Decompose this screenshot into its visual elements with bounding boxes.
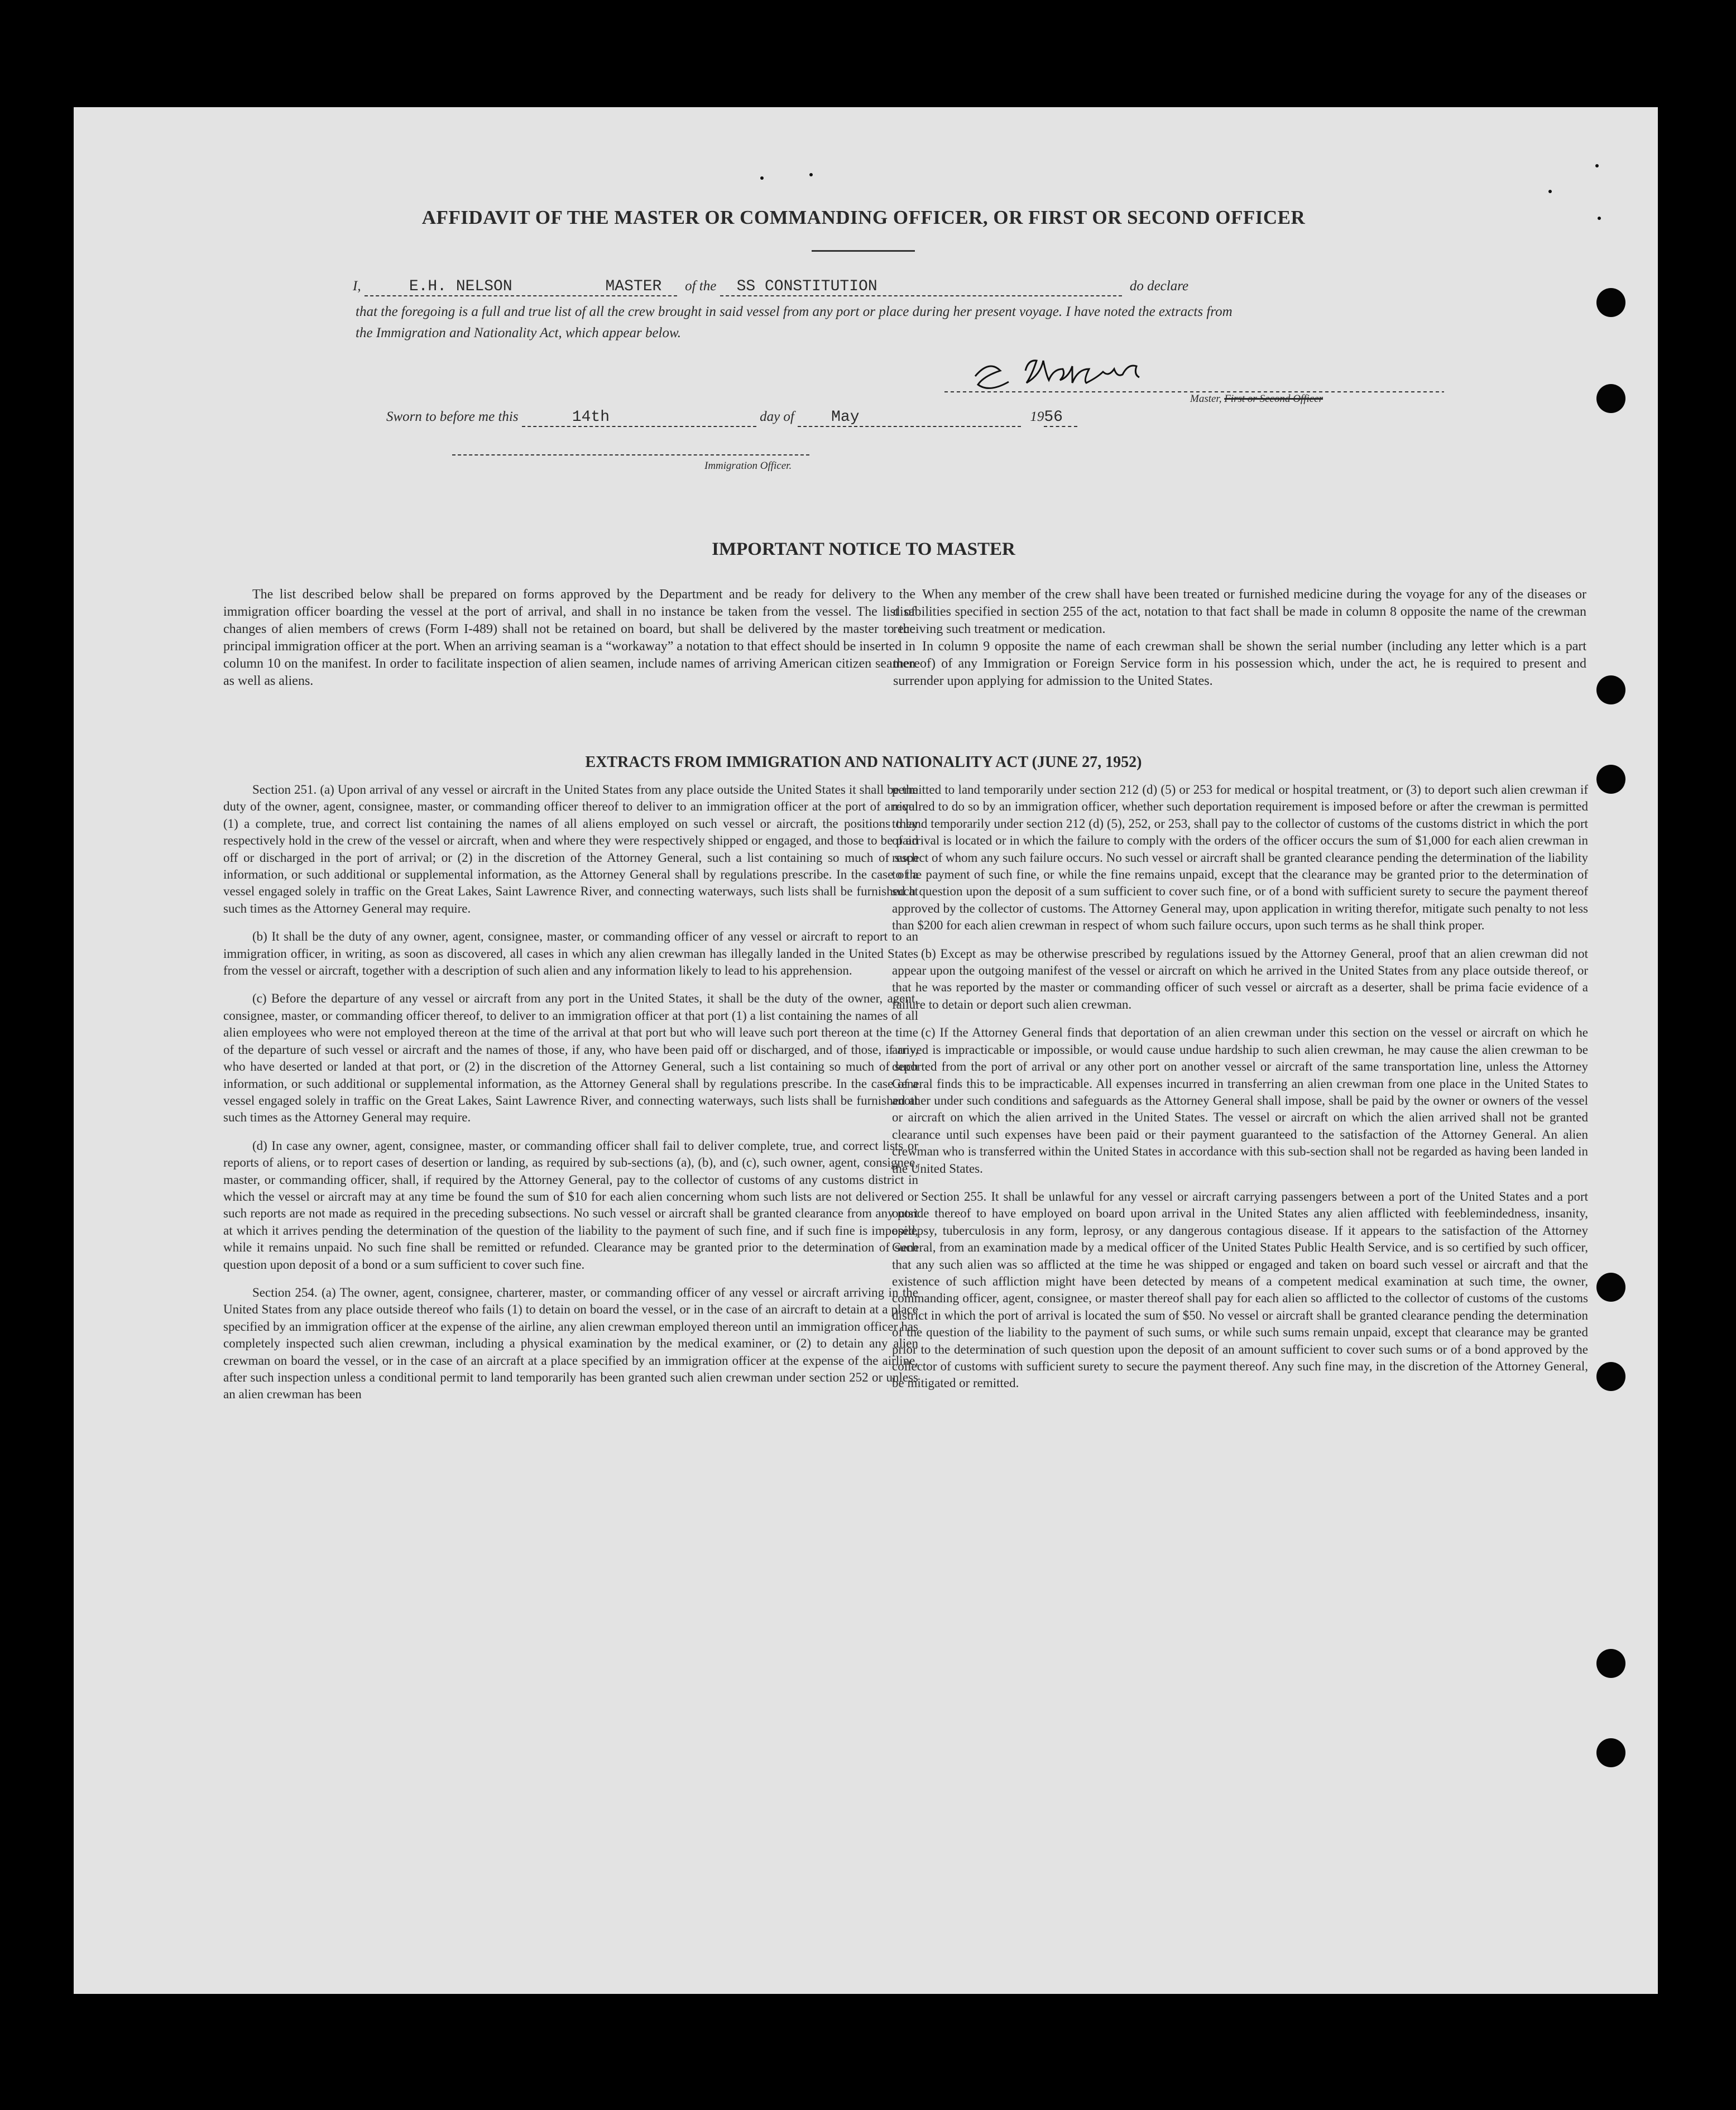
speck bbox=[809, 173, 813, 176]
notice-left: The list described below shall be prepared on forms approved by the Department and be ready for delivery to the immigration officer boarding the vessel at the port of arrival, and shall in no instance be taken from the vessel. The list of changes of alien members of crews (Form I-489) shall not be retained on board, but shall be delivered by the master to the principal immigration officer at the port. When an arriving seaman is a “workaway” a notation to that effect should be inserted in column 10 on the manifest. In order to facilitate inspection of alien seamen, include names of arriving American citizen seamen as well as aliens. bbox=[223, 587, 915, 688]
affidavit-title: AFFIDAVIT OF THE MASTER OR COMMANDING OFFICER, OR FIRST OR SECOND OFFICER bbox=[421, 207, 1306, 228]
sworn-line: Sworn to before me this 14th day of May 1956 bbox=[386, 409, 1525, 427]
master-signature bbox=[942, 354, 1455, 399]
section-255: Section 255. It shall be unlawful for any vessel or aircraft carrying passengers between a port of the United States and a port outside thereof to have employed on board upon arrival in the United States any alien afflicted with feeblemindedness, insanity, epilepsy, tuberculosis in any form, leprosy, or any dangerous contagious disease. If it appears to the satisfaction of the Attorney General, from an examination made by a medical officer of the United States Public Health Service, and is so certified by such officer, that any such alien was so afflicted at the time he was shipped or engaged and taken on board such vessel or aircraft and that the existence of such affliction might have been detected by means of a competent medical examination at such time, the owner, commanding officer, agent, consignee, or master thereof shall pay for each alien so afflicted to the collector of customs of the customs district in which the port of arrival is located the sum of $50. No vessel or aircraft shall be granted clearance pending the determination of the question of the liability to the payment of such sums, or while such sums remain unpaid, except that clearance may be granted prior to the determination of such question upon the deposit of an amount sufficient to cover such sums or of a bond approved by the collector of customs with sufficient surety to secure the payment thereof. Any such fine may, in the discretion of the Attorney General, be mitigated or remitted. bbox=[892, 1189, 1588, 1390]
section-251-b: (b) It shall be the duty of any owner, agent, consignee, master, or commanding officer of any vessel or aircraft to report to an immigration officer, in writing, as soon as discovered, all cases in which any alien crewman has illegally landed in the United States from the vessel or aircraft, together with a description of such alien and any information likely to lead to his apprehension. bbox=[223, 929, 918, 978]
master-name: E.H. NELSON bbox=[409, 278, 512, 295]
signature-image bbox=[942, 354, 1455, 399]
vessel-field bbox=[720, 278, 1122, 296]
speck bbox=[760, 176, 764, 180]
name-rank-field bbox=[365, 278, 677, 296]
section-251-c: (c) Before the departure of any vessel or aircraft from any port in the United States, it shall be the duty of the owner, agent, consignee, master, or commanding officer thereof, to deliver to an immigration officer at that port (1) a list containing the names of all alien employees who were not employed thereon at the time of the arrival at that port but who will leave such port thereon at the time of the departure of such vessel or aircraft and the names of those, if any, who have been paid off or discharged, and of those, if any, who have deserted or landed at that port, or (2) in the discretion of the Attorney General, such a list containing so much of such information, or such additional or supplemental information, as the Attorney General shall by regulations prescribe. In the case of a vessel engaged solely in traffic on the Great Lakes, Saint Lawrence River, and connecting waterways, such lists shall be furnished at such times as the Attorney General may require. bbox=[223, 991, 918, 1125]
punch-hole bbox=[1596, 1362, 1625, 1391]
officer-label: Immigration Officer. bbox=[704, 460, 792, 472]
punch-hole bbox=[1596, 1649, 1625, 1678]
document-page bbox=[74, 107, 1658, 1994]
section-254-a: Section 254. (a) The owner, agent, consignee, charterer, master, or commanding officer of any vessel or aircraft arriving in the United States from any place outside thereof who fails (1) to detain on board the vessel, or in the case of an aircraft to detain at a place specified by an immigration officer at the expense of the airline, any alien crewman employed thereon until an immigration officer has completely inspected such alien crewman, including a physical examination by the medical examiner, or (2) to detain any alien crewman on board the vessel, or in the case of an aircraft at a place specified by an immigration officer at the expense of the airline, after such inspection unless a conditional permit to land temporarily has been granted such alien crewman under section 252 or unless an alien crewman has been bbox=[223, 1285, 918, 1402]
sworn-year-field: 56 bbox=[1044, 409, 1077, 427]
speck bbox=[1598, 217, 1601, 220]
speck bbox=[1595, 164, 1599, 167]
signer-role: Master, First or Second Officer bbox=[1190, 393, 1323, 405]
extracts-title: EXTRACTS FROM IMMIGRATION AND NATIONALITY ACT (JUNE 27, 1952) bbox=[585, 754, 1142, 771]
section-251-a: Section 251. (a) Upon arrival of any vessel or aircraft in the United States from any place outside the United States it shall be the duty of the owner, agent, consignee, master, or commanding officer thereof to deliver to an immigration officer at the port of arrival (1) a complete, true, and correct list containing the names of all aliens employed on such vessel or aircraft, the positions they respectively hold in the crew of the vessel or aircraft, when and where they were respectively shipped or engaged, and those to be paid off or discharged in the port of arrival; or (2) in the discretion of the Attorney General, such a list containing so much of such information, or such additional or supplemental information, as the Attorney General shall by regulations prescribe. In the case of a vessel engaged solely in traffic on the Great Lakes, Saint Lawrence River, and connecting waterways, such lists shall be furnished at such times as the Attorney General may require. bbox=[223, 783, 918, 915]
punch-hole bbox=[1596, 1273, 1625, 1302]
punch-hole bbox=[1596, 675, 1625, 704]
section-254-b: (b) Except as may be otherwise prescribed by regulations issued by the Attorney General, proof that an alien crewman did not appear upon the outgoing manifest of the vessel or aircraft on which he arrived in the United States from any place outside thereof, or that he was reported by the master or commanding officer of such vessel or aircraft as a deserter, shall be prima facie evidence of a failure to detain or deport such alien crewman. bbox=[892, 946, 1588, 1011]
sworn-month-field: May bbox=[798, 409, 1021, 427]
section-254-a-continued: permitted to land temporarily under section 212 (d) (5) or 253 for medical or hospital treatment, or (3) to deport such alien crewman if required to do so by an immigration officer, whether such deportation requirement is imposed before or after the crewman is permitted to land temporarily under section 212 (d) (5), 252, or 253, shall pay to the collector of customs of the customs district in which the port of arrival is located or in which the failure to comply with the orders of the officer occurs the sum of $1,000 for each alien crewman in respect of whom any such failure occurs. No such vessel or aircraft shall be granted clearance pending the determination of the liability to the payment of such fine, or while the fine remains unpaid, except that the clearance may be granted prior to the determination of such question upon the deposit of a sum sufficient to cover such fine, or of a bond with sufficient surety to secure the payment thereof approved by the collector of customs. The Attorney General may, upon application in writing therefor, mitigate such penalty to not less than $200 for each alien crewman in respect of whom such failure occurs, upon such terms as he shall think proper. bbox=[892, 783, 1588, 933]
section-251-d: (d) In case any owner, agent, consignee, master, or commanding officer shall fail to deliver complete, true, and correct lists or reports of aliens, or to report cases of desertion or landing, as required by sub-sections (a), (b), and (c), such owner, agent, consignee, master, or commanding officer, shall, if required by the Attorney General, pay to the collector of customs of any customs district in which the vessel or aircraft may at any time be found the sum of $10 for each alien concerning whom such lists are not delivered or such reports are not made as required in the preceding subsections. No such vessel or aircraft shall be granted clearance from any port at which it arrives pending the determination of the question of the liability to the payment of such fine, and if such fine is imposed, while it remains unpaid. No such fine shall be remitted or refunded. Clearance may be granted prior to the determination of such question upon deposit of a bond or a sum sufficient to cover such fine. bbox=[223, 1138, 918, 1272]
vessel-name: SS CONSTITUTION bbox=[736, 278, 877, 295]
notice-right: When any member of the crew shall have been treated or furnished medicine during the voyage for any of the diseases or disabilities specified in section 255 of the act, notation to that fact shall be made in column 8 opposite the name of the crewman receiving such treatment or medication. In column 9 opposite the name of each crewman shall be shown the serial number (including any letter which is a part thereof) of any Immigration or Foreign Service form in his possession which, under the act, he is required to present and surrender upon applying for admission to the United States. bbox=[893, 587, 1586, 688]
punch-hole bbox=[1596, 288, 1625, 317]
master-rank: MASTER bbox=[605, 278, 662, 295]
sworn-day-field: 14th bbox=[522, 409, 756, 427]
section-254-c: (c) If the Attorney General finds that deportation of an alien crewman under this section on the vessel or aircraft on which he arrived is impracticable or impossible, or would cause undue hardship to such alien crewman, he may cause the alien crewman to be deported from the port of arrival or any other port on another vessel or aircraft of the same transportation line, unless the Attorney General finds this to be impracticable. All expenses incurred in transferring an alien crewman from one place in the United States to another under such conditions and safeguards as the Attorney General shall impose, shall be paid by the owner or owners of the vessel or aircraft on which the alien arrived in the United States. The vessel or aircraft on which the alien arrived shall not be granted clearance until such expenses have been paid or their payment guaranteed to the satisfaction of the Attorney General. An alien crewman who is transferred within the United States in accordance with this sub-section shall not be regarded as having been landed in the United States. bbox=[892, 1025, 1588, 1176]
declaration-line: I, E.H. NELSON MASTER of the SS CONSTITUTION do declare bbox=[353, 278, 1189, 295]
notice-title: IMPORTANT NOTICE TO MASTER bbox=[712, 539, 1015, 559]
declaration-statement: that the foregoing is a full and true list of all the crew brought in said vessel from any port or place during her present voyage. I have noted the extracts from the Immigration and Nationality Act, which appear below. bbox=[356, 304, 1233, 341]
punch-hole bbox=[1596, 765, 1625, 794]
punch-hole bbox=[1596, 384, 1625, 413]
speck bbox=[1548, 190, 1552, 193]
title-divider bbox=[812, 250, 915, 252]
extracts-left-column bbox=[223, 781, 918, 1403]
officer-signature-line bbox=[452, 454, 809, 455]
punch-hole bbox=[1596, 1738, 1625, 1767]
extracts-right-column bbox=[892, 781, 1588, 1392]
